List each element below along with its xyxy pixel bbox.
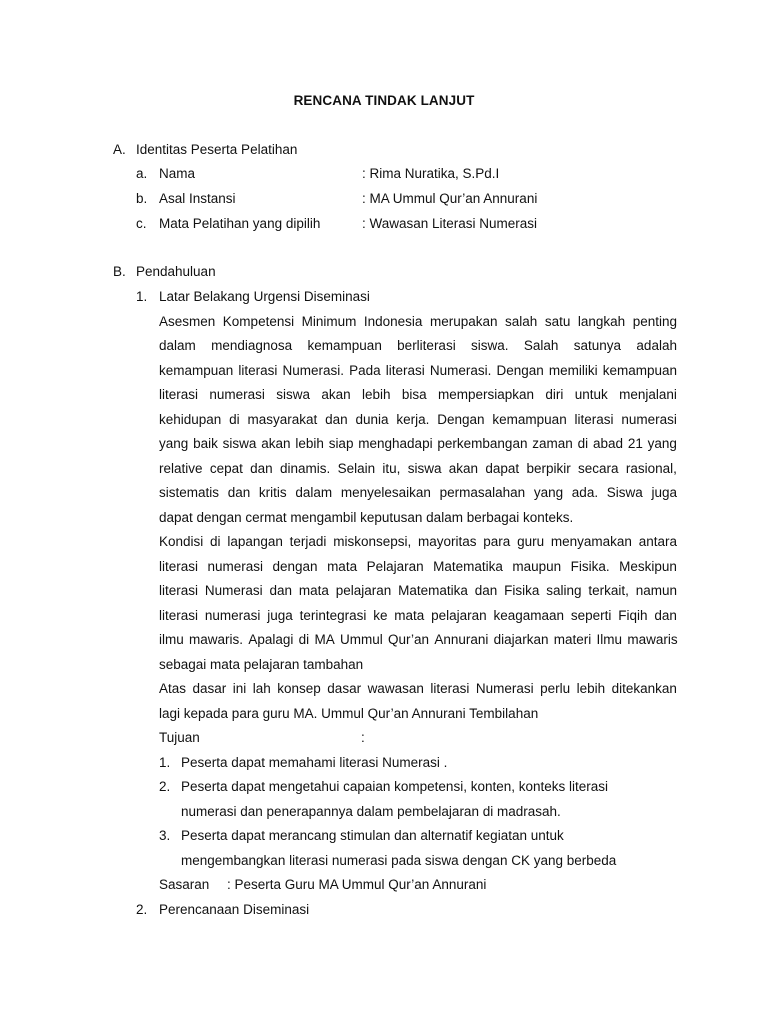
paragraph-line: literasi numerasi siswa akan lebih bisa mempersiapkan diri untuk menjalani	[159, 387, 677, 402]
tujuan-label: Tujuan	[159, 730, 200, 745]
paragraph-line: sebagai mata pelajaran tambahan	[159, 657, 364, 672]
identity-item-value: : Wawasan Literasi Numerasi	[362, 216, 538, 231]
identity-item-label: Nama	[159, 166, 196, 181]
tujuan-item-marker: 3.	[159, 828, 171, 843]
subsection-1-heading: Latar Belakang Urgensi Diseminasi	[159, 289, 370, 304]
tujuan-item-text: Peserta dapat mengetahui capaian kompetensi, konten, konteks literasi	[181, 779, 609, 794]
tujuan-item-text: numerasi dan penerapannya dalam pembelajaran di madrasah.	[181, 804, 561, 819]
paragraph-line: kehidupan di masyarakat dan dunia kerja. Dengan kemampuan literasi numerasi	[159, 412, 677, 427]
subsection-1-marker: 1.	[136, 289, 148, 304]
paragraph-line: sistematis dan kritis dalam menyelesaikan permasalahan yang ada. Siswa juga	[159, 485, 677, 500]
paragraph-line: ilmu mawaris. Apalagi di MA Ummul Qur’an Annurani diajarkan materi Ilmu mawaris	[159, 632, 678, 647]
paragraph-line: dapat dengan cermat mengambil keputusan dalam berbagai konteks.	[159, 510, 574, 525]
tujuan-item-text: Peserta dapat memahami literasi Numerasi .	[181, 755, 448, 770]
section-a-marker: A.	[113, 142, 126, 157]
subsection-2-heading: Perencanaan Diseminasi	[159, 902, 310, 917]
identity-item-marker: a.	[136, 166, 148, 181]
identity-item-label: Mata Pelatihan yang dipilih	[159, 216, 321, 231]
paragraph-line: relative cepat dan dinamis. Selain itu, siswa akan dapat berpikir secara rasional,	[159, 461, 677, 476]
identity-item-value: : Rima Nuratika, S.Pd.I	[362, 166, 500, 181]
paragraph-line: dalam mendiagnosa kemampuan berliterasi siswa. Salah satunya adalah	[159, 338, 677, 353]
tujuan-item-text: Peserta dapat merancang stimulan dan alternatif kegiatan untuk	[181, 828, 564, 843]
paragraph-line: kemampuan literasi Numerasi. Pada literasi Numerasi. Dengan memiliki kemampuan	[159, 363, 677, 378]
paragraph-line: lagi kepada para guru MA. Ummul Qur’an Annurani Tembilahan	[159, 706, 539, 721]
identity-item-value: : MA Ummul Qur’an Annurani	[362, 191, 538, 206]
paragraph-line: literasi numerasi dengan mata Pelajaran Matematika maupun Fisika. Meskipun	[159, 559, 677, 574]
section-a-heading: Identitas Peserta Pelatihan	[136, 142, 298, 157]
page-title: RENCANA TINDAK LANJUT	[293, 93, 475, 108]
identity-item-marker: c.	[136, 216, 147, 231]
sasaran-label: Sasaran	[159, 877, 210, 892]
sasaran-value: : Peserta Guru MA Ummul Qur’an Annurani	[227, 877, 487, 892]
identity-item-label: Asal Instansi	[159, 191, 236, 206]
paragraph-line: Kondisi di lapangan terjadi miskonsepsi, mayoritas para guru menyamakan antara	[159, 534, 677, 549]
section-b-marker: B.	[113, 264, 126, 279]
identity-item-marker: b.	[136, 191, 148, 206]
tujuan-item-marker: 2.	[159, 779, 171, 794]
section-b-heading: Pendahuluan	[136, 264, 216, 279]
paragraph-line: Asesmen Kompetensi Minimum Indonesia merupakan salah satu langkah penting	[159, 314, 677, 329]
tujuan-item-text: mengembangkan literasi numerasi pada siswa dengan CK yang berbeda	[181, 853, 617, 868]
subsection-2-marker: 2.	[136, 902, 148, 917]
paragraph-line: literasi Numerasi dan mata pelajaran Matematika dan Fisika saling terkait, namun	[159, 583, 677, 598]
paragraph-line: literasi numerasi juga terintegrasi ke mata pelajaran keagamaan seperti Fiqih dan	[159, 608, 677, 623]
tujuan-colon: :	[361, 730, 365, 745]
paragraph-line: Atas dasar ini lah konsep dasar wawasan literasi Numerasi perlu lebih ditekankan	[159, 681, 677, 696]
tujuan-item-marker: 1.	[159, 755, 171, 770]
paragraph-line: yang baik siswa akan lebih siap menghadapi perkembangan zaman di abad 21 yang	[159, 436, 677, 451]
